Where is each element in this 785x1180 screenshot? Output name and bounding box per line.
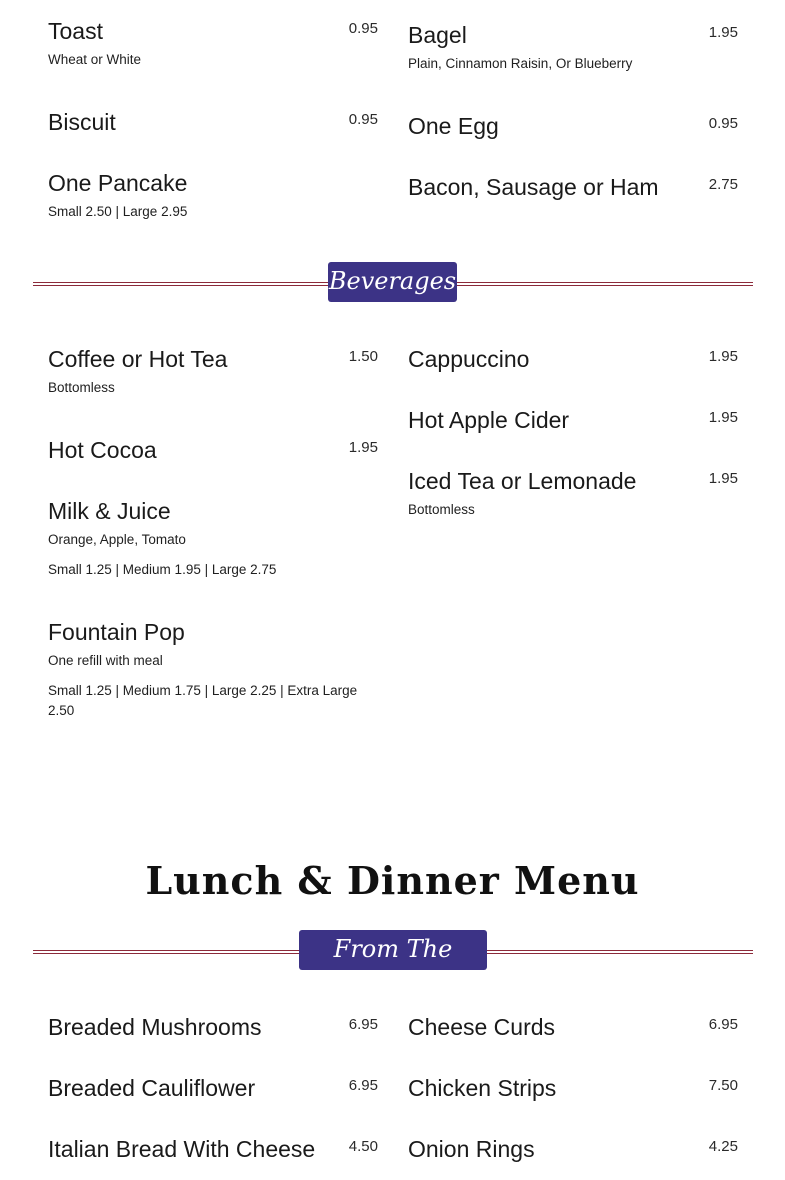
fryer-section-header [33, 930, 753, 1001]
item-name: Hot Cocoa [48, 437, 157, 463]
menu-item [48, 496, 378, 617]
section-label: From The Fryer [299, 930, 487, 970]
item-name: Coffee or Hot Tea [48, 346, 228, 372]
item-name: Fountain Pop [48, 619, 185, 645]
menu-item [48, 1073, 378, 1134]
item-desc: One refill with meal [48, 653, 163, 668]
item-sizes: Small 1.25 | Medium 1.95 | Large 2.75 [48, 562, 277, 577]
item-price: 6.95 [348, 1077, 378, 1094]
item-name: Bagel [408, 22, 467, 48]
beverages-right-column [408, 344, 738, 520]
menu-item [48, 16, 378, 107]
sides-left-column [48, 16, 378, 222]
menu-item [408, 344, 738, 405]
item-name: Breaded Cauliflower [48, 1075, 256, 1101]
item-name: Bacon, Sausage or Ham [408, 174, 659, 200]
item-name: Italian Bread With Cheese [48, 1136, 316, 1162]
item-desc: Bottomless [408, 502, 475, 517]
section-label: Beverages [328, 262, 457, 302]
fryer-right-column [408, 1012, 738, 1164]
item-name: Onion Rings [408, 1136, 535, 1162]
menu-item [48, 344, 378, 435]
item-desc: Wheat or White [48, 52, 142, 67]
menu-item [408, 1012, 738, 1073]
item-name: Breaded Mushrooms [48, 1014, 262, 1040]
item-price: 6.95 [348, 1016, 378, 1033]
item-desc: Bottomless [48, 380, 115, 395]
item-name: Cappuccino [408, 346, 530, 372]
item-name: One Egg [408, 113, 499, 139]
menu-item [408, 172, 738, 202]
item-name: Milk & Juice [48, 498, 171, 524]
item-price: 0.95 [348, 20, 378, 37]
item-desc: Orange, Apple, Tomato [48, 532, 186, 547]
lunch-dinner-title: Lunch & Dinner Menu [145, 858, 640, 903]
item-price: 2.75 [708, 176, 738, 193]
item-price: 1.95 [708, 409, 738, 426]
item-price: 4.25 [708, 1138, 738, 1155]
beverages-section-header [33, 262, 753, 302]
item-name: Iced Tea or Lemonade [408, 468, 637, 494]
item-name: Toast [48, 18, 103, 44]
item-name: Chicken Strips [408, 1075, 557, 1101]
item-price: 0.95 [348, 111, 378, 128]
item-price: 1.50 [348, 348, 378, 365]
menu-item [48, 435, 378, 496]
fryer-left-column [48, 1012, 378, 1164]
menu-item [408, 1134, 738, 1164]
item-price: 1.95 [348, 439, 378, 456]
item-name: One Pancake [48, 170, 188, 196]
menu-item [48, 617, 378, 721]
item-price: 0.95 [708, 115, 738, 132]
item-price: 7.50 [708, 1077, 738, 1094]
menu-item [408, 1073, 738, 1134]
item-sizes: Small 1.25 | Medium 1.75 | Large 2.25 | Extra Large 2.50 [48, 683, 358, 718]
menu-item [48, 107, 378, 168]
menu-item [408, 20, 738, 111]
sides-right-column [408, 20, 738, 202]
beverages-left-column [48, 344, 378, 721]
item-price: 4.50 [348, 1138, 378, 1155]
item-desc: Plain, Cinnamon Raisin, Or Blueberry [408, 56, 633, 71]
item-desc: Small 2.50 | Large 2.95 [48, 204, 188, 219]
menu-item [48, 1134, 378, 1164]
menu-item [408, 466, 738, 520]
item-name: Hot Apple Cider [408, 407, 570, 433]
menu-item [48, 168, 378, 222]
item-name: Cheese Curds [408, 1014, 556, 1040]
menu-item [48, 1012, 378, 1073]
item-name: Biscuit [48, 109, 116, 135]
item-price: 1.95 [708, 24, 738, 41]
menu-item [408, 405, 738, 466]
item-price: 1.95 [708, 470, 738, 487]
item-price: 1.95 [708, 348, 738, 365]
menu-item [408, 111, 738, 172]
item-price: 6.95 [708, 1016, 738, 1033]
